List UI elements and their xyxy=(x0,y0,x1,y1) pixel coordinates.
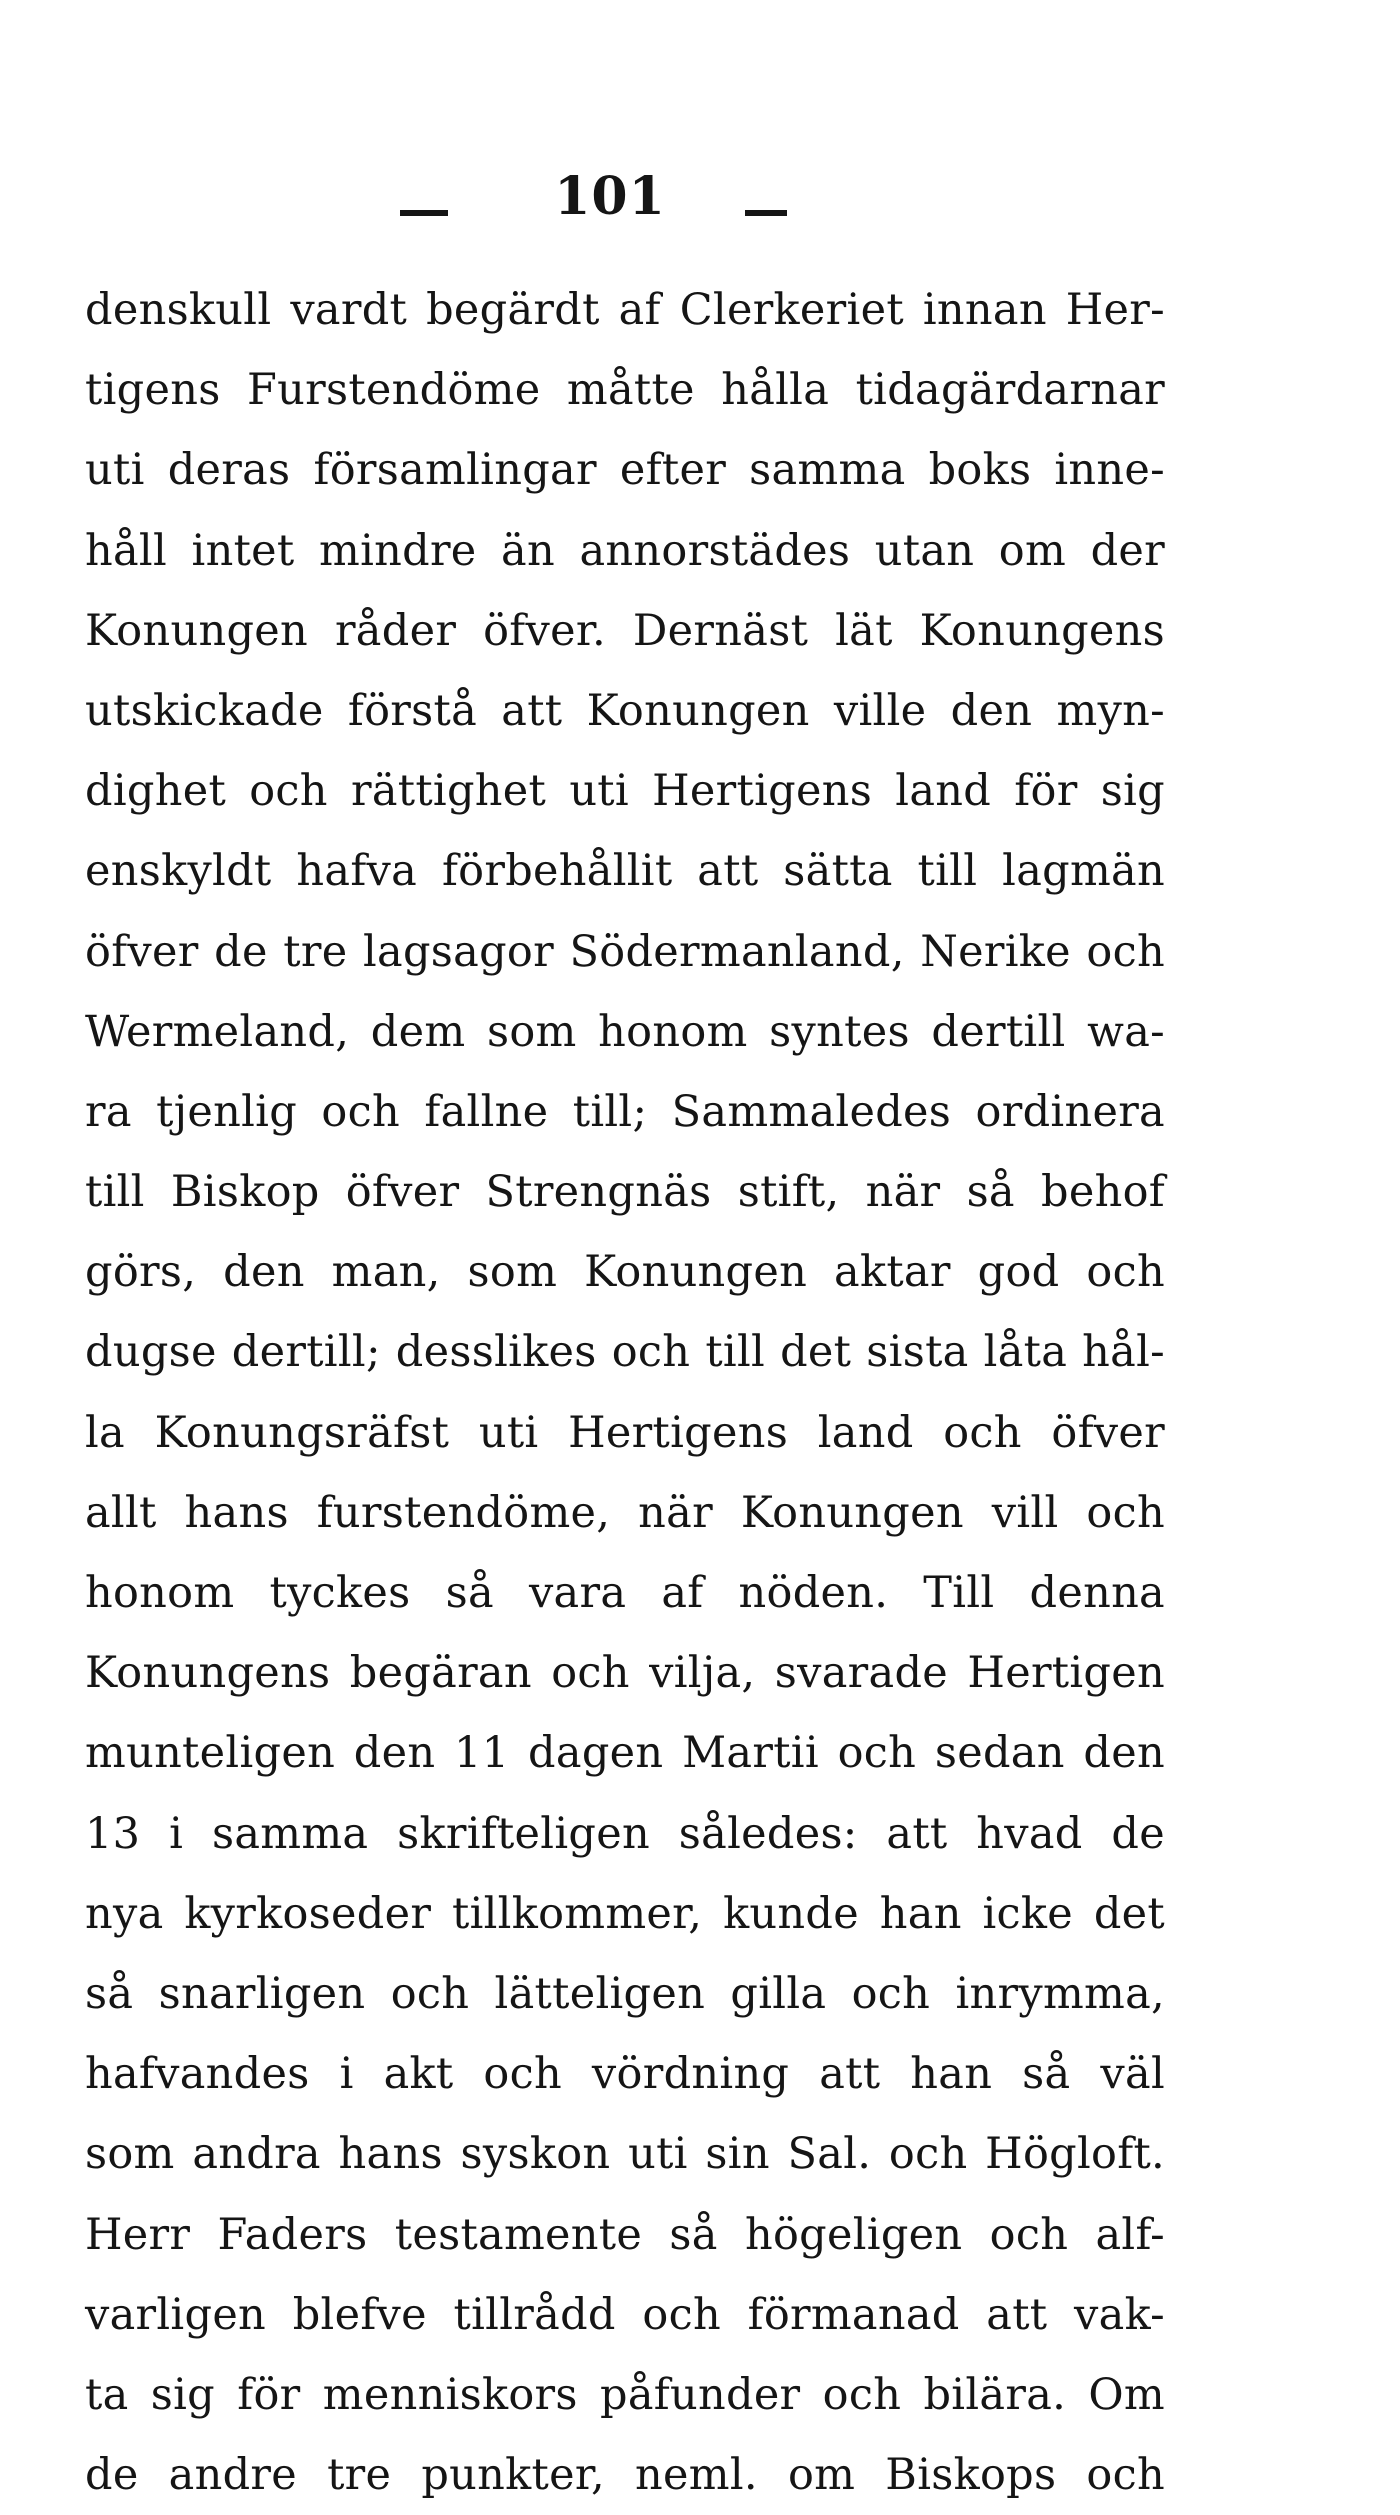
text-line: Wermeland, dem som honom syntes dertill wa- xyxy=(85,1006,1165,1057)
text-line: munteligen den 11 dagen Martii och sedan den xyxy=(85,1728,1165,1779)
text-line: så snarligen och lätteligen gilla och inrymma, xyxy=(85,1968,1165,2019)
page-header xyxy=(0,160,1400,250)
text-line: la Konungsräfst uti Hertigens land och öfver xyxy=(85,1407,1165,1458)
text-line: ra tjenlig och fallne till; Sammaledes ordinera xyxy=(85,1086,1165,1137)
text-line: håll intet mindre än annorstädes utan om der xyxy=(85,525,1165,576)
text-line: dighet och rättighet uti Hertigens land för sig xyxy=(85,766,1165,817)
page-number: 101 xyxy=(554,166,666,227)
text-line: görs, den man, som Konungen aktar god och xyxy=(85,1247,1165,1298)
text-line: Konungens begäran och vilja, svarade Hertigen xyxy=(85,1648,1165,1699)
text-line: de andre tre punkter, neml. om Biskops och xyxy=(85,2450,1165,2501)
header-dash-left xyxy=(400,210,448,216)
text-line: denskull vardt begärdt af Clerkeriet innan Her- xyxy=(85,285,1165,335)
text-line: öfver de tre lagsagor Södermanland, Nerike och xyxy=(85,926,1165,977)
text-line: tigens Furstendöme måtte hålla tidagärdarnar xyxy=(85,365,1165,416)
text-line: som andra hans syskon uti sin Sal. och Högloft. xyxy=(85,2129,1165,2180)
text-line: utskickade förstå att Konungen ville den myn- xyxy=(85,685,1165,736)
text-line: Herr Faders testamente så högeligen och alf- xyxy=(85,2209,1165,2260)
text-line: Konungen råder öfver. Dernäst lät Konungens xyxy=(85,605,1165,656)
text-line: ta sig för menniskors påfunder och bilära. Om xyxy=(85,2369,1165,2420)
text-line: varligen blefve tillrådd och förmanad att vak- xyxy=(85,2289,1165,2340)
text-line: honom tyckes så vara af nöden. Till denna xyxy=(85,1568,1165,1618)
body-text xyxy=(85,270,1165,2515)
text-line: dugse dertill; desslikes och till det sista låta hål- xyxy=(85,1327,1165,1378)
text-line: 13 i samma skrifteligen således: att hvad de xyxy=(85,1808,1165,1859)
text-line: nya kyrkoseder tillkommer, kunde han icke det xyxy=(85,1888,1165,1939)
text-line: allt hans furstendöme, när Konungen vill och xyxy=(85,1487,1165,1538)
text-line: uti deras församlingar efter samma boks inne- xyxy=(85,445,1165,496)
text-line: enskyldt hafva förbehållit att sätta till lagmän xyxy=(85,846,1165,897)
header-dash-right xyxy=(745,210,787,216)
text-line: till Biskop öfver Strengnäs stift, när så behof xyxy=(85,1167,1165,1218)
text-line: hafvandes i akt och vördning att han så väl xyxy=(85,2049,1165,2100)
